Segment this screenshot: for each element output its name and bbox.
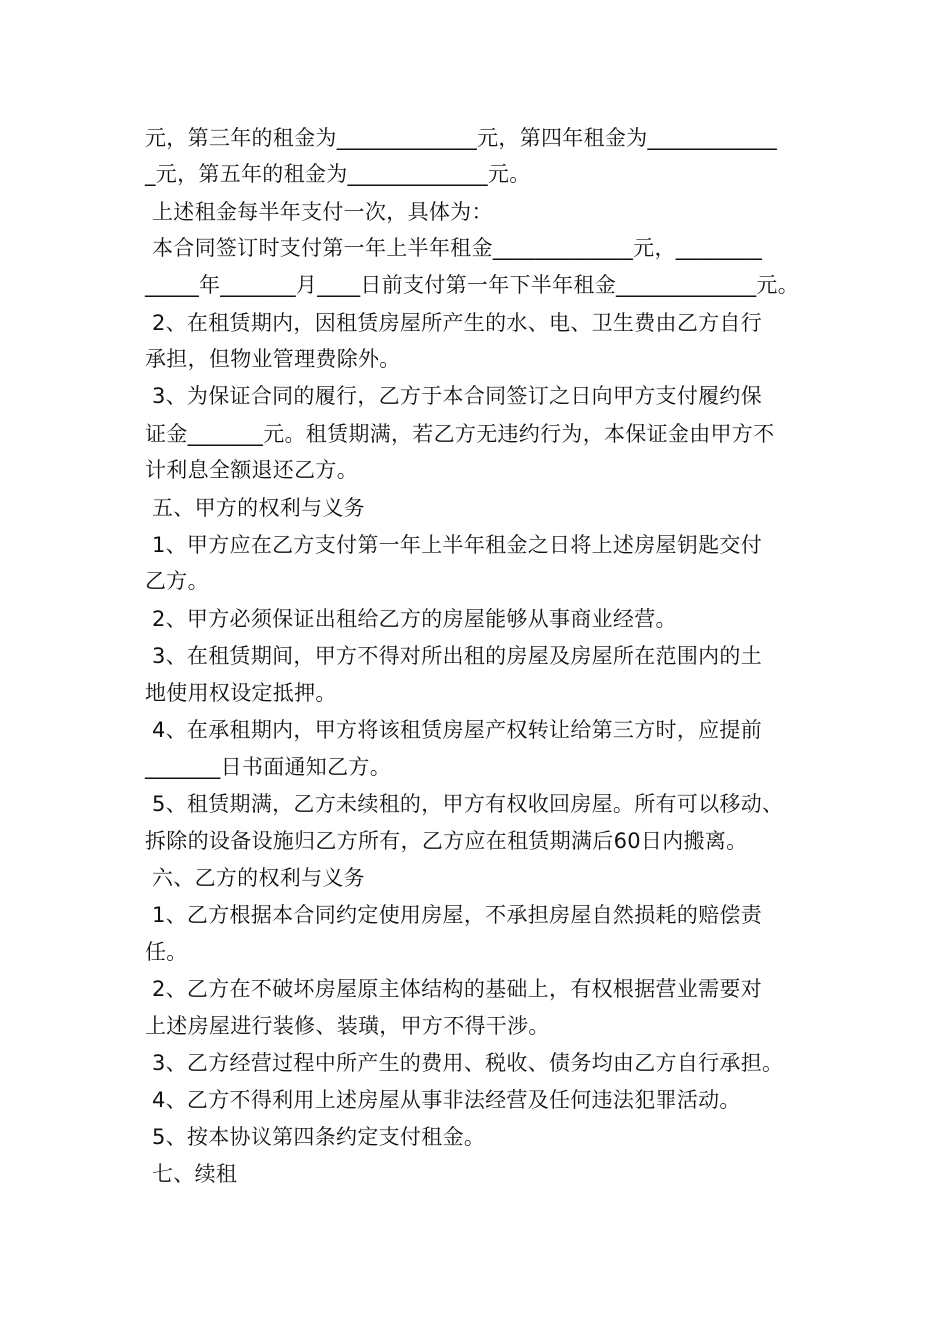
text-line: _____年_______月____日前支付第一年下半年租金_____________元。 bbox=[145, 273, 799, 297]
text-line: 元，第三年的租金为_____________元，第四年租金为____________ bbox=[145, 126, 778, 150]
text-line: 2、甲方必须保证出租给乙方的房屋能够从事商业经营。 bbox=[145, 607, 677, 631]
text-line: 5、租赁期满，乙方未续租的，甲方有权收回房屋。所有可以移动、 bbox=[145, 792, 784, 816]
text-line: 地使用权设定抵押。 bbox=[145, 681, 337, 705]
text-line: 4、乙方不得利用上述房屋从事非法经营及任何违法犯罪活动。 bbox=[145, 1088, 741, 1112]
text-line: 1、乙方根据本合同约定使用房屋，不承担房屋自然损耗的赔偿责 bbox=[145, 903, 763, 927]
text-line: 乙方。 bbox=[145, 569, 209, 593]
text-line: _______日书面通知乙方。 bbox=[145, 755, 391, 779]
text-line: 1、甲方应在乙方支付第一年上半年租金之日将上述房屋钥匙交付 bbox=[145, 533, 763, 557]
text-line: _元，第五年的租金为_____________元。 bbox=[145, 162, 531, 186]
text-line: 上述房屋进行装修、装璜，甲方不得干涉。 bbox=[145, 1014, 550, 1038]
text-line: 2、在租赁期内，因租赁房屋所产生的水、电、卫生费由乙方自行 bbox=[145, 311, 763, 335]
text-line: 承担，但物业管理费除外。 bbox=[145, 347, 401, 371]
text-line: 3、在租赁期间，甲方不得对所出租的房屋及房屋所在范围内的土 bbox=[145, 644, 763, 668]
text-line: 证金_______元。租赁期满，若乙方无违约行为，本保证金由甲方不 bbox=[145, 422, 775, 446]
text-line: 4、在承租期内，甲方将该租赁房屋产权转让给第三方时，应提前 bbox=[145, 718, 763, 742]
text-line: 上述租金每半年支付一次，具体为： bbox=[145, 200, 493, 224]
section-heading: 五、甲方的权利与义务 bbox=[145, 496, 365, 520]
text-line: 2、乙方在不破坏房屋原主体结构的基础上，有权根据营业需要对 bbox=[145, 977, 763, 1001]
section-heading: 六、乙方的权利与义务 bbox=[145, 866, 365, 890]
text-line: 拆除的设备设施归乙方所有，乙方应在租赁期满后60日内搬离。 bbox=[145, 829, 748, 853]
text-line: 计利息全额退还乙方。 bbox=[145, 458, 358, 482]
section-heading: 七、续租 bbox=[145, 1162, 238, 1186]
text-line: 任。 bbox=[145, 940, 188, 964]
text-line: 3、乙方经营过程中所产生的费用、税收、债务均由乙方自行承担。 bbox=[145, 1051, 784, 1075]
text-line: 3、为保证合同的履行，乙方于本合同签订之日向甲方支付履约保 bbox=[145, 384, 763, 408]
text-line: 5、按本协议第四条约定支付租金。 bbox=[145, 1125, 486, 1149]
text-line: 本合同签订时支付第一年上半年租金_____________元，________ bbox=[145, 236, 763, 260]
